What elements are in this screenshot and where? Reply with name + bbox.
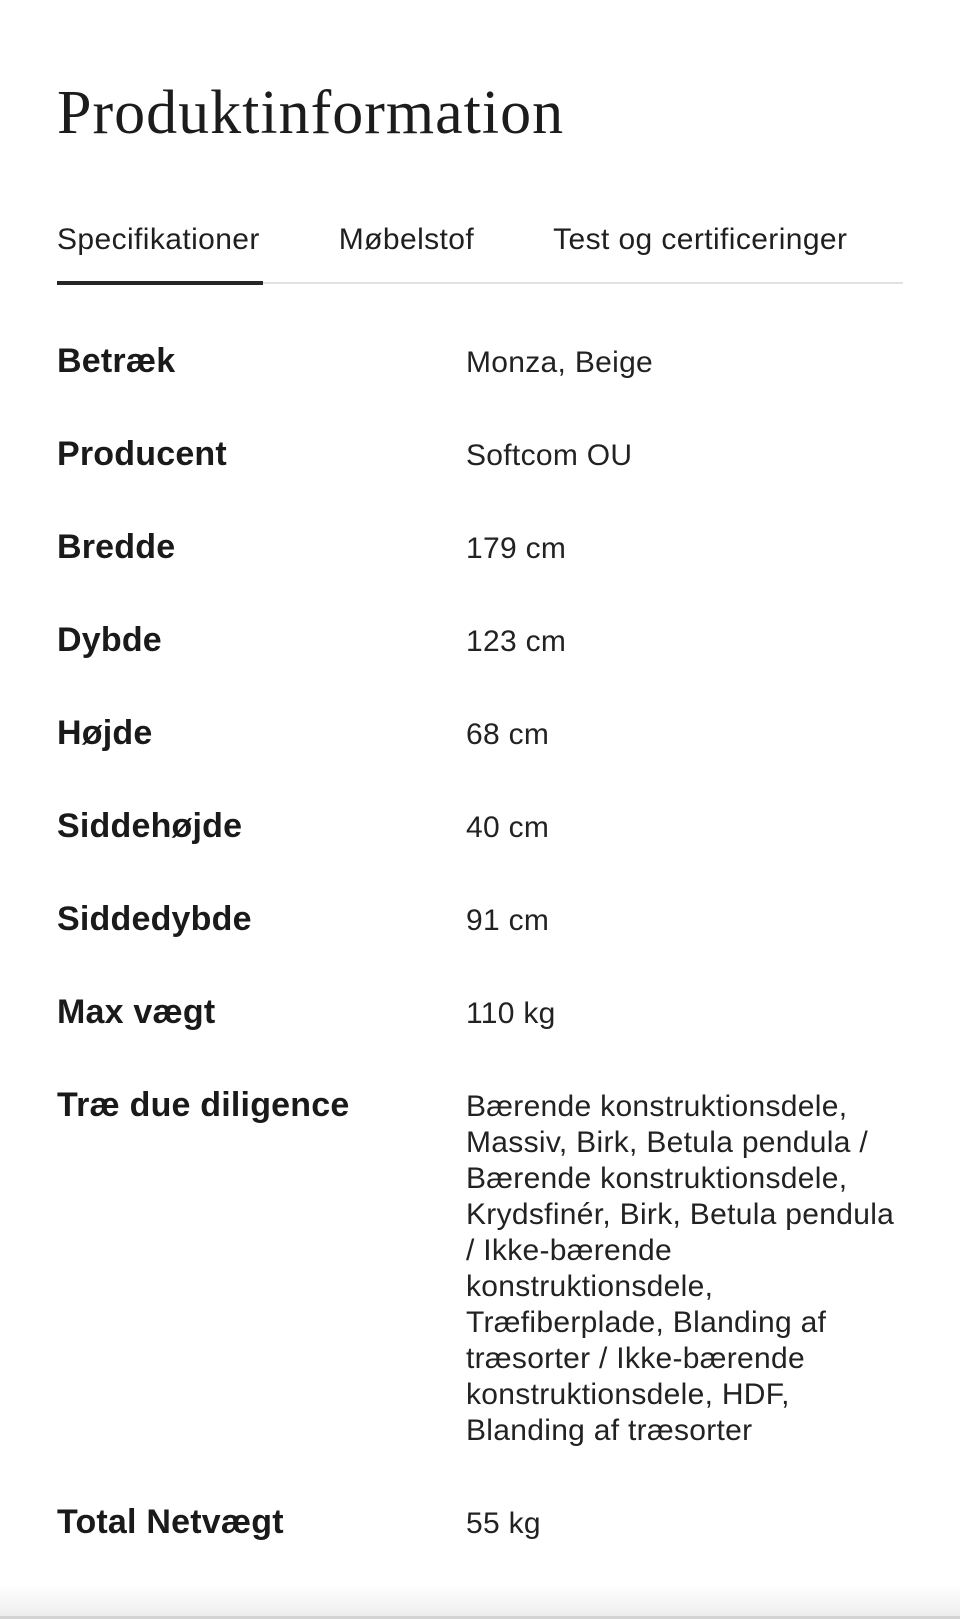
bottom-divider (0, 1585, 960, 1619)
spec-row (57, 714, 903, 753)
tab-specifikationer[interactable]: Specifikationer (57, 223, 263, 285)
spec-label: Max vægt (57, 993, 216, 1032)
spec-label: Producent (57, 435, 227, 474)
page-title: Produktinformation (57, 79, 565, 147)
spec-label: Siddehøjde (57, 807, 243, 846)
spec-label: Højde (57, 714, 153, 753)
spec-row (57, 621, 903, 660)
spec-row (57, 1503, 903, 1542)
spec-row (57, 528, 903, 567)
spec-row (57, 435, 903, 474)
spec-label: Siddedybde (57, 900, 252, 939)
spec-value: 55 kg (466, 1507, 541, 1541)
spec-value: Monza, Beige (466, 346, 654, 380)
spec-value: 123 cm (466, 625, 567, 659)
spec-label: Bredde (57, 528, 176, 567)
spec-table (57, 342, 903, 1542)
spec-value: 179 cm (466, 532, 567, 566)
spec-label: Dybde (57, 621, 162, 660)
spec-label: Træ due diligence (57, 1086, 350, 1125)
spec-label: Total Netvægt (57, 1503, 284, 1542)
spec-value: 68 cm (466, 718, 550, 752)
spec-value: 91 cm (466, 904, 550, 938)
spec-row (57, 1086, 903, 1449)
spec-row (57, 342, 903, 381)
spec-row (57, 900, 903, 939)
tab-mobelstof[interactable]: Møbelstof (338, 223, 475, 257)
spec-value: Softcom OU (466, 439, 633, 473)
spec-row (57, 807, 903, 846)
spec-row (57, 993, 903, 1032)
spec-value: Bærende konstruktionsdele, Massiv, Birk, Betula pendula / Bærende konstruktionsdele, Krydsfinér, Birk, Betula pendula / Ikke-bærende konstruktionsdele, Træfiberplade, Blanding af træsorter / Ikke-bærende konstruktionsdele, HDF, Blanding af træsorter (466, 1090, 895, 1448)
spec-label: Betræk (57, 342, 176, 381)
spec-value: 110 kg (466, 997, 556, 1031)
tab-test-og-certificeringer[interactable]: Test og certificeringer (553, 223, 848, 257)
tab-bar (57, 223, 903, 284)
spec-value: 40 cm (466, 811, 550, 845)
